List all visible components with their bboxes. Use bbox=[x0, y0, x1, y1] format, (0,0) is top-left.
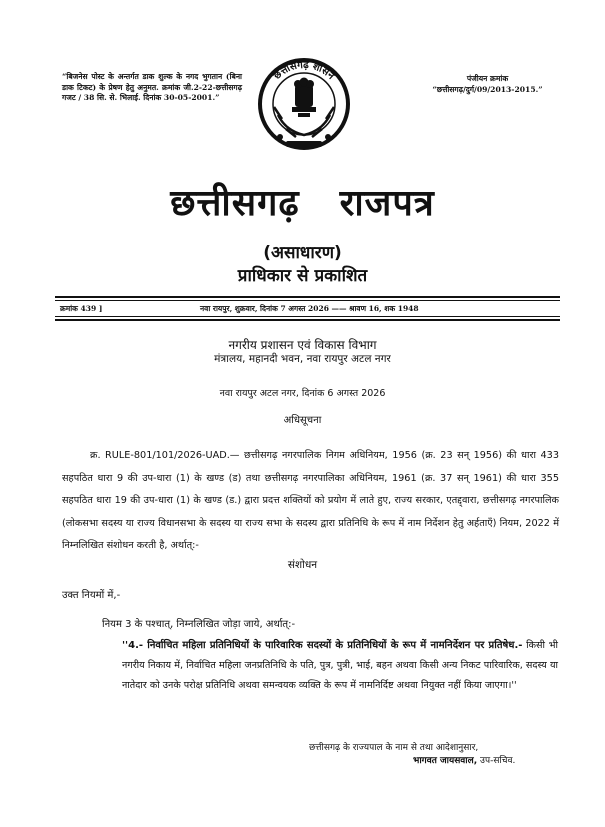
svg-text:छत्तीसगढ़ शासन: छत्तीसगढ़ शासन bbox=[271, 59, 337, 82]
issue-number: क्रमांक 439 ] bbox=[60, 304, 103, 313]
notification-heading: अधिसूचना bbox=[283, 415, 322, 426]
signatory-name: भागवत जायसवाल, bbox=[413, 756, 478, 766]
registration-block bbox=[410, 73, 565, 95]
notice-place-date: नवा रायपुर अटल नगर, दिनांक 6 अगस्त 2026 bbox=[219, 388, 386, 399]
inserted-rule-text bbox=[122, 636, 558, 696]
gazette-title-word-2: राजपत्र bbox=[339, 183, 435, 224]
extraordinary-label: (असाधारण) bbox=[263, 243, 342, 263]
issue-date: नवा रायपुर, शुक्रवार, दिनांक 7 अगस्त 2026 —— श्रावण 16, शक 1948 bbox=[200, 304, 419, 313]
ministry-address: मंत्रालय, महानदी भवन, नवा रायपुर अटल नगर bbox=[214, 353, 391, 365]
gazette-title bbox=[0, 177, 605, 226]
inserted-rule-body: किसी भी नगरीय निकाय में, निर्वाचित महिला जनप्रतिनिधि के पति, पुत्र, पुत्री, भाई, बहन अथवा किसी अन्य निकट पारिवारिक, सदस्य या नातेदार को उनके परोक्ष प्रतिनिधि अथवा समन्वयक व्यक्ति के रूप में नामनिर्दिष्ट अथवा नियुक्त नहीं किया जाएगा।'' bbox=[122, 640, 559, 691]
signatory-title: उप-सचिव. bbox=[477, 756, 516, 766]
authority-label: प्राधिकार से प्रकाशित bbox=[237, 266, 368, 286]
signatory bbox=[413, 753, 515, 766]
emblem-icon bbox=[256, 57, 352, 157]
header-rule-top-thin bbox=[55, 300, 560, 301]
rule3-insertion-line: नियम 3 के पश्चात्, निम्नलिखित जोड़ा जाये, अर्थात्:- bbox=[102, 619, 296, 630]
state-emblem-seal bbox=[256, 57, 352, 157]
registration-number: “छत्तीसगढ़/दुर्ग/09/2013-2015.” bbox=[432, 85, 543, 94]
registration-label: पंजीयन क्रमांक bbox=[466, 74, 509, 83]
department-name: नगरीय प्रशासन एवं विकास विभाग bbox=[228, 338, 377, 352]
signature-authority-line: छत्तीसगढ़ के राज्यपाल के नाम से तथा आदेशानुसार, bbox=[309, 743, 479, 753]
inserted-rule-heading: ''4.- निर्वाचित महिला प्रतिनिधियों के पारिवारिक सदस्यों के प्रतिनिधियों के रूप में नामनिर्देशन पर प्रतिषेध.- bbox=[122, 640, 523, 651]
gazette-title-word-1: छत्तीसगढ़ bbox=[170, 183, 300, 224]
header-rule-bottom-thin bbox=[55, 316, 560, 317]
header-rule-top bbox=[55, 296, 560, 298]
notification-body: क्र. RULE-801/101/2026-UAD.— छत्तीसगढ़ नगरपालिक निगम अधिनियम, 1956 (क्र. 23 सन् 1956) की धारा 433 सहपठित धारा 9 की उप-धारा (1) के खण्ड (ड) तथा छत्तीसगढ़ नगरपालिका अधिनियम, 1961 (क्र. 37 सन् 1961) की धारा 355 सहपठित धारा 19 की उप-धारा (1) के खण्ड (ड.) द्वारा प्रदत्त शक्तियों को प्रयोग में लाते हुए, राज्य सरकार, एतद्द्वारा, छत्तीसगढ़ नगरपालिक (लोकसभा सदस्य या राज्य विधानसभा के सदस्य या राज्य सभा के सदस्य द्वारा प्रतिनिधि के रूप में नाम निर्देशन हेतु अर्हताएँ) नियम, 2022 में निम्नलिखित संशोधन करती है, अर्थात्:- bbox=[62, 450, 559, 551]
amendment-heading: संशोधन bbox=[287, 559, 318, 571]
postal-permit-note: “बिजनेस पोस्ट के अन्तर्गत डाक शुल्क के नगद भुगतान (बिना डाक टिकट) के प्रेषण हेतु अनुमत. क्रमांक जी.2-22-छत्तीसगढ़ गजट / 38 सि. से. भिलाई. दिनांक 30-05-2001.” bbox=[62, 72, 242, 103]
header-rule-bottom bbox=[55, 319, 560, 321]
rules-intro: उक्त नियमों में,- bbox=[62, 590, 121, 601]
